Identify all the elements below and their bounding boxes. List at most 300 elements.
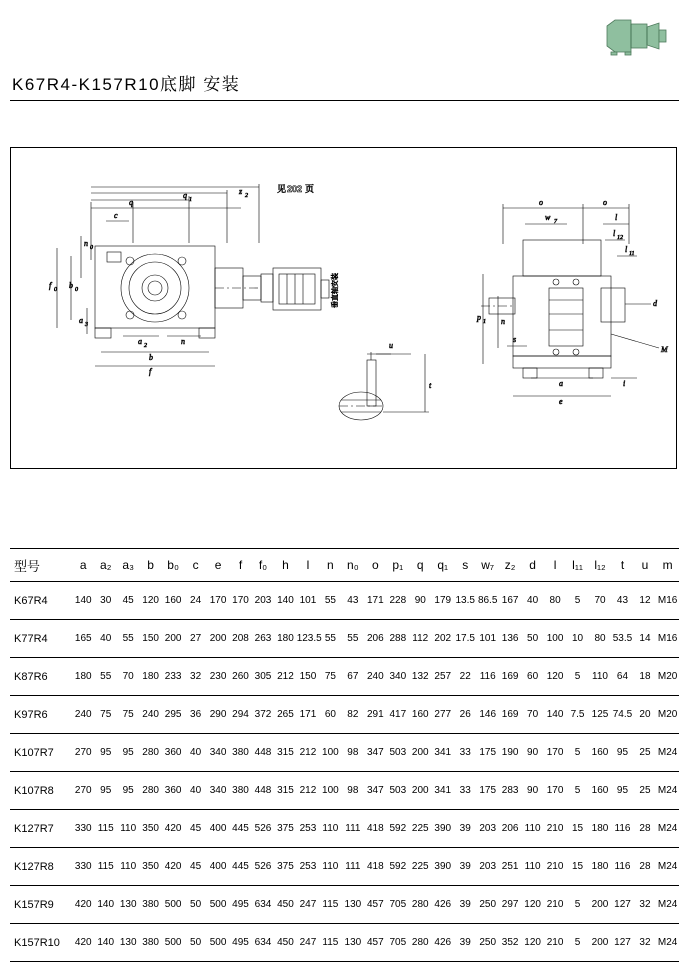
cell-value: 240 xyxy=(72,696,94,734)
cell-value: 43 xyxy=(611,582,633,620)
cell-value: 420 xyxy=(162,848,184,886)
col-header-m: m xyxy=(656,549,679,582)
cell-value: 180 xyxy=(589,848,611,886)
table-row xyxy=(10,582,679,620)
cell-value: 115 xyxy=(319,886,341,924)
svg-text:0: 0 xyxy=(54,287,57,293)
cell-value: 98 xyxy=(342,734,364,772)
cell-value: 60 xyxy=(521,658,543,696)
cell-value: 150 xyxy=(139,620,161,658)
table-row xyxy=(10,734,679,772)
cell-value: 390 xyxy=(432,848,454,886)
cell-value: 160 xyxy=(589,772,611,810)
cell-value: 280 xyxy=(409,886,431,924)
cell-value: 495 xyxy=(229,886,251,924)
svg-text:d: d xyxy=(653,299,657,308)
svg-text:q: q xyxy=(183,191,187,200)
col-header-c: c xyxy=(184,549,206,582)
cell-value: 90 xyxy=(521,772,543,810)
cell-value: 426 xyxy=(432,924,454,962)
cell-value: 341 xyxy=(432,734,454,772)
cell-value: 17.5 xyxy=(454,620,476,658)
cell-value: 210 xyxy=(544,886,566,924)
cell-value: 200 xyxy=(162,620,184,658)
cell-value: M16 xyxy=(656,620,679,658)
cell-value: 500 xyxy=(207,886,229,924)
cell-value: 95 xyxy=(94,772,116,810)
cell-value: 165 xyxy=(72,620,94,658)
cell-value: 179 xyxy=(432,582,454,620)
cell-value: 200 xyxy=(409,734,431,772)
cell-value: 55 xyxy=(319,620,341,658)
cell-value: 426 xyxy=(432,886,454,924)
cell-value: 45 xyxy=(184,848,206,886)
cell-value: 206 xyxy=(499,810,521,848)
table-row xyxy=(10,772,679,810)
cell-value: 200 xyxy=(409,772,431,810)
cell-value: 251 xyxy=(499,848,521,886)
specification-table-wrapper xyxy=(10,548,679,962)
cell-value: M24 xyxy=(656,810,679,848)
cell-value: 25 xyxy=(634,772,656,810)
cell-value: 280 xyxy=(139,772,161,810)
svg-text:o: o xyxy=(539,198,543,207)
cell-value: 203 xyxy=(476,848,498,886)
cell-value: 100 xyxy=(319,772,341,810)
cell-value: 500 xyxy=(207,924,229,962)
col-header-model: 型号 xyxy=(10,549,72,582)
cell-value: 101 xyxy=(297,582,319,620)
cell-value: 450 xyxy=(274,886,296,924)
cell-value: 200 xyxy=(589,886,611,924)
cell-value: 82 xyxy=(342,696,364,734)
cell-value: 90 xyxy=(409,582,431,620)
cell-value: 95 xyxy=(117,734,139,772)
cell-value: 175 xyxy=(476,734,498,772)
cell-value: 270 xyxy=(72,734,94,772)
cell-value: 74.5 xyxy=(611,696,633,734)
cell-value: 169 xyxy=(499,696,521,734)
cell-value: 347 xyxy=(364,772,386,810)
specification-table xyxy=(10,549,679,962)
col-header-f0: f₀ xyxy=(252,549,274,582)
cell-model: K97R6 xyxy=(10,696,72,734)
cell-value: 526 xyxy=(252,810,274,848)
cell-value: 375 xyxy=(274,810,296,848)
cell-value: 110 xyxy=(589,658,611,696)
cell-value: 116 xyxy=(476,658,498,696)
cell-value: 448 xyxy=(252,772,274,810)
cell-value: 140 xyxy=(94,924,116,962)
cell-value: 130 xyxy=(342,886,364,924)
cell-value: 448 xyxy=(252,734,274,772)
cell-value: 80 xyxy=(544,582,566,620)
cell-value: 110 xyxy=(521,848,543,886)
cell-value: 330 xyxy=(72,848,94,886)
col-header-t: t xyxy=(611,549,633,582)
cell-value: 380 xyxy=(229,772,251,810)
cell-value: 290 xyxy=(207,696,229,734)
cell-value: 380 xyxy=(139,886,161,924)
svg-text:a: a xyxy=(138,337,142,346)
cell-value: 372 xyxy=(252,696,274,734)
svg-text:l: l xyxy=(615,213,618,222)
cell-value: 70 xyxy=(117,658,139,696)
cell-value: 115 xyxy=(319,924,341,962)
cell-value: 340 xyxy=(207,734,229,772)
cell-value: 380 xyxy=(139,924,161,962)
cell-value: 206 xyxy=(364,620,386,658)
svg-text:202: 202 xyxy=(287,184,303,194)
col-header-p1: p₁ xyxy=(387,549,409,582)
cell-value: 390 xyxy=(432,810,454,848)
cell-value: 14 xyxy=(634,620,656,658)
svg-text:M: M xyxy=(661,345,668,354)
cell-value: 95 xyxy=(611,772,633,810)
cell-value: 291 xyxy=(364,696,386,734)
cell-value: 263 xyxy=(252,620,274,658)
table-row xyxy=(10,810,679,848)
cell-value: 130 xyxy=(342,924,364,962)
col-header-w7: w₇ xyxy=(476,549,498,582)
svg-text:i: i xyxy=(623,379,626,388)
cell-model: K127R8 xyxy=(10,848,72,886)
table-header-row xyxy=(10,549,679,582)
technical-drawing-panel xyxy=(10,147,677,469)
cell-value: 297 xyxy=(499,886,521,924)
cell-value: 28 xyxy=(634,810,656,848)
svg-text:1: 1 xyxy=(483,319,486,325)
cell-value: 28 xyxy=(634,848,656,886)
cell-value: 418 xyxy=(364,848,386,886)
cell-model: K87R6 xyxy=(10,658,72,696)
cell-value: 5 xyxy=(566,734,588,772)
svg-text:n: n xyxy=(501,317,505,326)
col-header-b: b xyxy=(139,549,161,582)
svg-text:z: z xyxy=(239,187,243,196)
cell-value: 418 xyxy=(364,810,386,848)
cell-value: 7.5 xyxy=(566,696,588,734)
svg-text:7: 7 xyxy=(554,219,557,225)
svg-text:0: 0 xyxy=(90,245,93,251)
col-header-a3: a₃ xyxy=(117,549,139,582)
cell-value: 100 xyxy=(319,734,341,772)
col-header-q: q xyxy=(409,549,431,582)
cell-value: 208 xyxy=(229,620,251,658)
cell-value: 43 xyxy=(342,582,364,620)
cell-value: 33 xyxy=(454,734,476,772)
cell-value: 634 xyxy=(252,886,274,924)
gear-reducer-logo xyxy=(601,14,671,58)
cell-value: 32 xyxy=(184,658,206,696)
svg-text:b: b xyxy=(69,281,73,290)
cell-value: 140 xyxy=(94,886,116,924)
cell-value: 160 xyxy=(409,696,431,734)
svg-text:o: o xyxy=(603,198,607,207)
cell-value: 247 xyxy=(297,924,319,962)
cell-value: 305 xyxy=(252,658,274,696)
col-header-f: f xyxy=(229,549,251,582)
dimension-drawing-svg xyxy=(11,148,676,468)
col-header-n0: n₀ xyxy=(342,549,364,582)
cell-value: 120 xyxy=(544,658,566,696)
cell-value: 445 xyxy=(229,848,251,886)
cell-value: 32 xyxy=(634,886,656,924)
cell-value: 500 xyxy=(162,924,184,962)
col-header-a: a xyxy=(72,549,94,582)
col-header-h: h xyxy=(274,549,296,582)
cell-value: 39 xyxy=(454,810,476,848)
cell-value: 27 xyxy=(184,620,206,658)
cell-value: 445 xyxy=(229,810,251,848)
cell-value: 170 xyxy=(207,582,229,620)
cell-value: 330 xyxy=(72,810,94,848)
cell-value: 111 xyxy=(342,810,364,848)
svg-text:a: a xyxy=(79,316,83,325)
cell-value: 283 xyxy=(499,772,521,810)
cell-value: 253 xyxy=(297,810,319,848)
cell-value: 315 xyxy=(274,734,296,772)
cell-value: 250 xyxy=(476,924,498,962)
cell-value: 175 xyxy=(476,772,498,810)
col-header-q1: q₁ xyxy=(432,549,454,582)
col-header-s: s xyxy=(454,549,476,582)
cell-value: 240 xyxy=(364,658,386,696)
cell-value: 420 xyxy=(72,924,94,962)
cell-value: 260 xyxy=(229,658,251,696)
cell-value: 169 xyxy=(499,658,521,696)
cell-value: M20 xyxy=(656,696,679,734)
svg-text:页: 页 xyxy=(305,184,315,194)
cell-value: 40 xyxy=(521,582,543,620)
cell-value: 39 xyxy=(454,848,476,886)
cell-value: 110 xyxy=(117,848,139,886)
cell-value: 250 xyxy=(476,886,498,924)
cell-value: 203 xyxy=(476,810,498,848)
cell-value: 110 xyxy=(117,810,139,848)
cell-value: 375 xyxy=(274,848,296,886)
cell-value: 247 xyxy=(297,886,319,924)
svg-text:b: b xyxy=(149,353,153,362)
cell-value: 280 xyxy=(409,924,431,962)
cell-value: 347 xyxy=(364,734,386,772)
cell-value: 230 xyxy=(207,658,229,696)
svg-text:s: s xyxy=(513,335,517,344)
cell-value: 120 xyxy=(139,582,161,620)
cell-value: 503 xyxy=(387,772,409,810)
svg-text:l: l xyxy=(625,245,628,254)
cell-value: M24 xyxy=(656,734,679,772)
cell-value: 265 xyxy=(274,696,296,734)
cell-value: 18 xyxy=(634,658,656,696)
cell-value: 212 xyxy=(274,658,296,696)
cell-value: 705 xyxy=(387,924,409,962)
cell-value: 116 xyxy=(611,848,633,886)
cell-value: 50 xyxy=(521,620,543,658)
title-divider xyxy=(10,100,679,101)
col-header-l: l xyxy=(297,549,319,582)
cell-value: 55 xyxy=(342,620,364,658)
cell-value: 39 xyxy=(454,886,476,924)
cell-value: 75 xyxy=(117,696,139,734)
cell-value: 340 xyxy=(387,658,409,696)
cell-value: 5 xyxy=(566,582,588,620)
cell-value: 380 xyxy=(229,734,251,772)
cell-value: 75 xyxy=(319,658,341,696)
cell-value: 123.5 xyxy=(297,620,319,658)
cell-value: 36 xyxy=(184,696,206,734)
cell-value: 203 xyxy=(252,582,274,620)
svg-text:1: 1 xyxy=(189,197,192,203)
cell-value: 212 xyxy=(297,734,319,772)
cell-value: 112 xyxy=(409,620,431,658)
page-title: K67R4-K157R10底脚 安装 xyxy=(12,75,241,94)
cell-value: 140 xyxy=(544,696,566,734)
cell-value: 294 xyxy=(229,696,251,734)
cell-value: 120 xyxy=(521,924,543,962)
cell-value: 592 xyxy=(387,810,409,848)
cell-value: 210 xyxy=(544,924,566,962)
cell-value: 5 xyxy=(566,658,588,696)
svg-text:l: l xyxy=(613,229,616,238)
cell-value: 150 xyxy=(297,658,319,696)
svg-text:f: f xyxy=(149,367,152,376)
cell-value: 295 xyxy=(162,696,184,734)
cell-value: 70 xyxy=(521,696,543,734)
table-row xyxy=(10,924,679,962)
svg-text:c: c xyxy=(114,211,118,220)
cell-model: K157R9 xyxy=(10,886,72,924)
cell-value: 240 xyxy=(139,696,161,734)
cell-value: M24 xyxy=(656,772,679,810)
svg-text:2: 2 xyxy=(245,193,248,199)
col-header-d: d xyxy=(521,549,543,582)
cell-value: 110 xyxy=(319,848,341,886)
cell-value: 127 xyxy=(611,924,633,962)
cell-value: 160 xyxy=(589,734,611,772)
cell-value: 253 xyxy=(297,848,319,886)
cell-value: M16 xyxy=(656,582,679,620)
cell-value: 5 xyxy=(566,924,588,962)
cell-value: 257 xyxy=(432,658,454,696)
cell-value: 400 xyxy=(207,810,229,848)
cell-value: 95 xyxy=(94,734,116,772)
cell-value: 111 xyxy=(342,848,364,886)
cell-value: 270 xyxy=(72,772,94,810)
cell-value: 25 xyxy=(634,734,656,772)
svg-text:p: p xyxy=(477,313,481,322)
cell-value: 32 xyxy=(634,924,656,962)
cell-value: 277 xyxy=(432,696,454,734)
cell-value: 190 xyxy=(499,734,521,772)
cell-value: 110 xyxy=(319,810,341,848)
cell-value: 634 xyxy=(252,924,274,962)
cell-value: 26 xyxy=(454,696,476,734)
cell-value: 170 xyxy=(229,582,251,620)
svg-text:11: 11 xyxy=(629,251,635,257)
cell-value: 202 xyxy=(432,620,454,658)
col-header-n: n xyxy=(319,549,341,582)
cell-value: 39 xyxy=(454,924,476,962)
table-row xyxy=(10,658,679,696)
cell-value: 360 xyxy=(162,772,184,810)
cell-value: 86.5 xyxy=(476,582,498,620)
cell-value: 420 xyxy=(162,810,184,848)
cell-value: 705 xyxy=(387,886,409,924)
svg-text:w: w xyxy=(545,213,551,222)
col-header-l2: l xyxy=(544,549,566,582)
table-row xyxy=(10,886,679,924)
cell-value: 13.5 xyxy=(454,582,476,620)
cell-value: 341 xyxy=(432,772,454,810)
cell-value: 280 xyxy=(139,734,161,772)
cell-value: 22 xyxy=(454,658,476,696)
col-header-l12: l₁₂ xyxy=(589,549,611,582)
cell-value: 225 xyxy=(409,848,431,886)
cell-value: 225 xyxy=(409,810,431,848)
svg-text:a: a xyxy=(559,379,563,388)
cell-value: 125 xyxy=(589,696,611,734)
col-header-z2: z₂ xyxy=(499,549,521,582)
svg-text:2: 2 xyxy=(144,343,147,349)
cell-value: 64 xyxy=(611,658,633,696)
cell-value: 170 xyxy=(544,734,566,772)
cell-value: 450 xyxy=(274,924,296,962)
cell-value: 420 xyxy=(72,886,94,924)
table-row xyxy=(10,620,679,658)
cell-value: 95 xyxy=(611,734,633,772)
cell-value: 400 xyxy=(207,848,229,886)
cell-value: 98 xyxy=(342,772,364,810)
cell-value: 136 xyxy=(499,620,521,658)
cell-value: 417 xyxy=(387,696,409,734)
cell-value: 180 xyxy=(72,658,94,696)
cell-value: 503 xyxy=(387,734,409,772)
cell-model: K107R7 xyxy=(10,734,72,772)
svg-text:f: f xyxy=(49,281,52,290)
svg-text:垂直轴安装: 垂直轴安装 xyxy=(332,273,339,308)
cell-value: M24 xyxy=(656,848,679,886)
cell-value: 60 xyxy=(319,696,341,734)
cell-value: 180 xyxy=(274,620,296,658)
cell-value: 70 xyxy=(589,582,611,620)
cell-value: 115 xyxy=(94,810,116,848)
svg-text:u: u xyxy=(389,341,393,350)
cell-value: M24 xyxy=(656,886,679,924)
cell-value: 457 xyxy=(364,924,386,962)
cell-value: 30 xyxy=(94,582,116,620)
cell-value: M20 xyxy=(656,658,679,696)
svg-text:n: n xyxy=(181,337,185,346)
cell-model: K157R10 xyxy=(10,924,72,962)
cell-value: 55 xyxy=(117,620,139,658)
cell-value: 352 xyxy=(499,924,521,962)
cell-value: 500 xyxy=(162,886,184,924)
table-row xyxy=(10,696,679,734)
col-header-o: o xyxy=(364,549,386,582)
cell-value: 210 xyxy=(544,848,566,886)
cell-value: 40 xyxy=(94,620,116,658)
table-row xyxy=(10,848,679,886)
cell-value: 80 xyxy=(589,620,611,658)
cell-value: 212 xyxy=(297,772,319,810)
cell-value: 5 xyxy=(566,886,588,924)
cell-value: 45 xyxy=(117,582,139,620)
cell-value: 130 xyxy=(117,924,139,962)
cell-value: 67 xyxy=(342,658,364,696)
cell-value: 526 xyxy=(252,848,274,886)
svg-text:12: 12 xyxy=(617,235,623,241)
